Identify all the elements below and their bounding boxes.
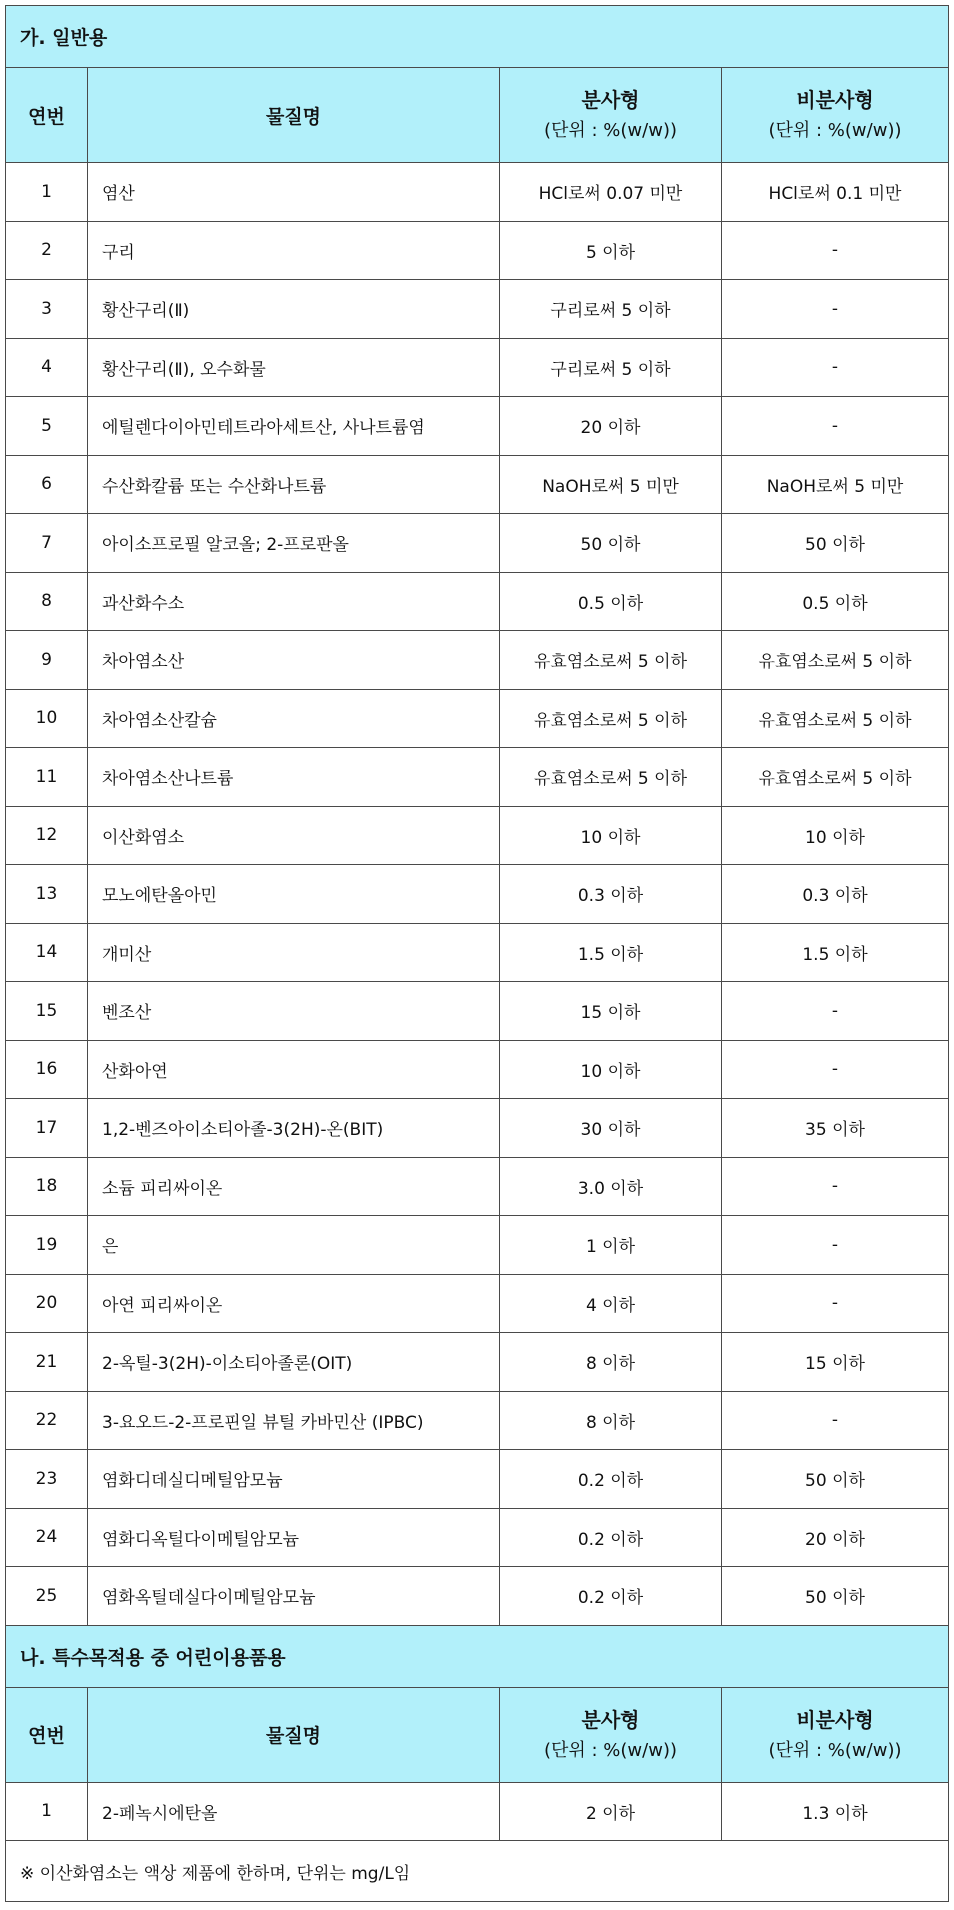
table-row bbox=[6, 1333, 949, 1392]
section-b-title-row bbox=[6, 1625, 949, 1687]
cell-nonspray-limit: 10 이하 bbox=[722, 806, 949, 865]
table-row bbox=[6, 1274, 949, 1333]
cell-spray-limit: 20 이하 bbox=[500, 397, 722, 456]
table-row bbox=[6, 221, 949, 280]
table-row bbox=[6, 689, 949, 748]
col-header-name: 물질명 bbox=[88, 1687, 500, 1782]
col-header-nonspray-label: 비분사형 bbox=[796, 88, 874, 112]
col-header-spray-label: 분사형 bbox=[581, 1707, 640, 1732]
cell-spray-limit: 10 이하 bbox=[500, 1040, 722, 1099]
cell-no: 23 bbox=[6, 1450, 88, 1509]
table-row bbox=[6, 982, 949, 1041]
cell-substance-name: 구리 bbox=[88, 221, 500, 280]
col-header-nonspray bbox=[722, 68, 949, 163]
cell-nonspray-limit: - bbox=[722, 1216, 949, 1275]
table-row bbox=[6, 572, 949, 631]
cell-substance-name: 2-페녹시에탄올 bbox=[88, 1782, 500, 1841]
table-row bbox=[6, 1450, 949, 1509]
cell-spray-limit: 15 이하 bbox=[500, 982, 722, 1041]
cell-substance-name: 아연 피리싸이온 bbox=[88, 1274, 500, 1333]
table-row bbox=[6, 514, 949, 573]
cell-no: 16 bbox=[6, 1040, 88, 1099]
cell-substance-name: 에틸렌다이아민테트라아세트산, 사나트륨염 bbox=[88, 397, 500, 456]
cell-spray-limit: 50 이하 bbox=[500, 514, 722, 573]
limits-table bbox=[5, 5, 949, 1902]
cell-spray-limit: 구리로써 5 이하 bbox=[500, 280, 722, 339]
col-header-no: 연번 bbox=[6, 1687, 88, 1782]
table-row bbox=[6, 338, 949, 397]
cell-substance-name: 모노에탄올아민 bbox=[88, 865, 500, 924]
cell-no: 14 bbox=[6, 923, 88, 982]
cell-substance-name: 2-옥틸-3(2H)-이소티아졸론(OIT) bbox=[88, 1333, 500, 1392]
cell-no: 5 bbox=[6, 397, 88, 456]
cell-no: 1 bbox=[6, 163, 88, 222]
cell-nonspray-limit: 유효염소로써 5 이하 bbox=[722, 689, 949, 748]
cell-spray-limit: 10 이하 bbox=[500, 806, 722, 865]
cell-no: 18 bbox=[6, 1157, 88, 1216]
cell-substance-name: 염화디옥틸다이메틸암모늄 bbox=[88, 1508, 500, 1567]
cell-spray-limit: 2 이하 bbox=[500, 1782, 722, 1841]
cell-nonspray-limit: - bbox=[722, 1391, 949, 1450]
cell-substance-name: 개미산 bbox=[88, 923, 500, 982]
col-header-nonspray bbox=[722, 1687, 949, 1782]
cell-nonspray-limit: 0.5 이하 bbox=[722, 572, 949, 631]
cell-nonspray-limit: 50 이하 bbox=[722, 1567, 949, 1626]
note-row bbox=[6, 1841, 949, 1902]
cell-no: 19 bbox=[6, 1216, 88, 1275]
cell-substance-name: 황산구리(Ⅱ) bbox=[88, 280, 500, 339]
cell-substance-name: 과산화수소 bbox=[88, 572, 500, 631]
cell-substance-name: 황산구리(Ⅱ), 오수화물 bbox=[88, 338, 500, 397]
col-header-spray-label: 분사형 bbox=[581, 88, 640, 112]
cell-nonspray-limit: - bbox=[722, 280, 949, 339]
cell-no: 7 bbox=[6, 514, 88, 573]
cell-substance-name: 소듐 피리싸이온 bbox=[88, 1157, 500, 1216]
section-b-title: 나. 특수목적용 중 어린이용품용 bbox=[6, 1625, 949, 1687]
cell-nonspray-limit: - bbox=[722, 338, 949, 397]
col-header-name: 물질명 bbox=[88, 68, 500, 163]
table-row bbox=[6, 1567, 949, 1626]
cell-spray-limit: 8 이하 bbox=[500, 1333, 722, 1392]
cell-substance-name: 벤조산 bbox=[88, 982, 500, 1041]
col-header-no: 연번 bbox=[6, 68, 88, 163]
table-row bbox=[6, 280, 949, 339]
cell-no: 2 bbox=[6, 221, 88, 280]
cell-spray-limit: 30 이하 bbox=[500, 1099, 722, 1158]
col-header-spray bbox=[500, 68, 722, 163]
limits-table-body bbox=[6, 6, 949, 1902]
cell-no: 12 bbox=[6, 806, 88, 865]
cell-spray-limit: 5 이하 bbox=[500, 221, 722, 280]
cell-no: 11 bbox=[6, 748, 88, 807]
cell-nonspray-limit: - bbox=[722, 1157, 949, 1216]
cell-substance-name: 차아염소산 bbox=[88, 631, 500, 690]
cell-substance-name: 아이소프로필 알코올; 2-프로판올 bbox=[88, 514, 500, 573]
cell-substance-name: 은 bbox=[88, 1216, 500, 1275]
cell-substance-name: 산화아연 bbox=[88, 1040, 500, 1099]
cell-spray-limit: 1.5 이하 bbox=[500, 923, 722, 982]
section-a-title-row bbox=[6, 6, 949, 68]
cell-spray-limit: 4 이하 bbox=[500, 1274, 722, 1333]
cell-no: 24 bbox=[6, 1508, 88, 1567]
col-header-spray bbox=[500, 1687, 722, 1782]
cell-spray-limit: 구리로써 5 이하 bbox=[500, 338, 722, 397]
cell-no: 6 bbox=[6, 455, 88, 514]
cell-nonspray-limit: 1.5 이하 bbox=[722, 923, 949, 982]
cell-nonspray-limit: 유효염소로써 5 이하 bbox=[722, 631, 949, 690]
cell-spray-limit: 0.2 이하 bbox=[500, 1508, 722, 1567]
cell-substance-name: 이산화염소 bbox=[88, 806, 500, 865]
table-row bbox=[6, 1040, 949, 1099]
col-header-spray-unit: (단위 : %(w/w)) bbox=[544, 1739, 677, 1761]
cell-spray-limit: 0.2 이하 bbox=[500, 1567, 722, 1626]
cell-substance-name: 염화옥틸데실다이메틸암모늄 bbox=[88, 1567, 500, 1626]
cell-substance-name: 차아염소산나트륨 bbox=[88, 748, 500, 807]
col-header-nonspray-unit: (단위 : %(w/w)) bbox=[768, 120, 902, 141]
cell-spray-limit: 유효염소로써 5 이하 bbox=[500, 689, 722, 748]
cell-no: 1 bbox=[6, 1782, 88, 1841]
cell-no: 25 bbox=[6, 1567, 88, 1626]
section-b-header-row bbox=[6, 1687, 949, 1782]
cell-no: 10 bbox=[6, 689, 88, 748]
col-header-spray-unit: (단위 : %(w/w)) bbox=[544, 120, 677, 141]
section-a-title: 가. 일반용 bbox=[6, 6, 949, 68]
cell-no: 13 bbox=[6, 865, 88, 924]
table-row bbox=[6, 397, 949, 456]
cell-spray-limit: 0.2 이하 bbox=[500, 1450, 722, 1509]
table-row bbox=[6, 1508, 949, 1567]
cell-nonspray-limit: 50 이하 bbox=[722, 514, 949, 573]
cell-no: 9 bbox=[6, 631, 88, 690]
cell-nonspray-limit: - bbox=[722, 982, 949, 1041]
cell-substance-name: 염화디데실디메틸암모늄 bbox=[88, 1450, 500, 1509]
section-a-header-row bbox=[6, 68, 949, 163]
table-row bbox=[6, 1216, 949, 1275]
cell-spray-limit: NaOH로써 5 미만 bbox=[500, 455, 722, 514]
cell-spray-limit: 0.3 이하 bbox=[500, 865, 722, 924]
cell-spray-limit: 3.0 이하 bbox=[500, 1157, 722, 1216]
cell-nonspray-limit: 20 이하 bbox=[722, 1508, 949, 1567]
cell-substance-name: 염산 bbox=[88, 163, 500, 222]
cell-substance-name: 차아염소산칼슘 bbox=[88, 689, 500, 748]
cell-substance-name: 1,2-벤즈아이소티아졸-3(2H)-온(BIT) bbox=[88, 1099, 500, 1158]
table-row bbox=[6, 865, 949, 924]
cell-no: 22 bbox=[6, 1391, 88, 1450]
cell-nonspray-limit: 15 이하 bbox=[722, 1333, 949, 1392]
cell-nonspray-limit: - bbox=[722, 221, 949, 280]
table-row bbox=[6, 455, 949, 514]
cell-substance-name: 수산화칼륨 또는 수산화나트륨 bbox=[88, 455, 500, 514]
cell-nonspray-limit: 1.3 이하 bbox=[722, 1782, 949, 1841]
cell-nonspray-limit: - bbox=[722, 397, 949, 456]
cell-no: 4 bbox=[6, 338, 88, 397]
table-row bbox=[6, 748, 949, 807]
cell-nonspray-limit: 50 이하 bbox=[722, 1450, 949, 1509]
cell-nonspray-limit: 유효염소로써 5 이하 bbox=[722, 748, 949, 807]
cell-no: 21 bbox=[6, 1333, 88, 1392]
table-row bbox=[6, 1157, 949, 1216]
cell-nonspray-limit: 35 이하 bbox=[722, 1099, 949, 1158]
cell-no: 8 bbox=[6, 572, 88, 631]
table-row bbox=[6, 631, 949, 690]
table-row bbox=[6, 806, 949, 865]
cell-no: 15 bbox=[6, 982, 88, 1041]
cell-spray-limit: 1 이하 bbox=[500, 1216, 722, 1275]
table-row bbox=[6, 1391, 949, 1450]
cell-spray-limit: 유효염소로써 5 이하 bbox=[500, 748, 722, 807]
cell-no: 20 bbox=[6, 1274, 88, 1333]
footnote: ※ 이산화염소는 액상 제품에 한하며, 단위는 mg/L임 bbox=[6, 1841, 949, 1902]
cell-substance-name: 3-요오드-2-프로핀일 뷰틸 카바민산 (IPBC) bbox=[88, 1391, 500, 1450]
col-header-nonspray-label: 비분사형 bbox=[796, 1707, 874, 1732]
cell-no: 17 bbox=[6, 1099, 88, 1158]
cell-no: 3 bbox=[6, 280, 88, 339]
cell-nonspray-limit: 0.3 이하 bbox=[722, 865, 949, 924]
table-row bbox=[6, 163, 949, 222]
col-header-nonspray-unit: (단위 : %(w/w)) bbox=[768, 1739, 902, 1761]
cell-spray-limit: 유효염소로써 5 이하 bbox=[500, 631, 722, 690]
table-row bbox=[6, 1782, 949, 1841]
cell-spray-limit: 8 이하 bbox=[500, 1391, 722, 1450]
cell-spray-limit: HCl로써 0.07 미만 bbox=[500, 163, 722, 222]
cell-spray-limit: 0.5 이하 bbox=[500, 572, 722, 631]
table-row bbox=[6, 1099, 949, 1158]
cell-nonspray-limit: - bbox=[722, 1274, 949, 1333]
cell-nonspray-limit: HCl로써 0.1 미만 bbox=[722, 163, 949, 222]
table-row bbox=[6, 923, 949, 982]
cell-nonspray-limit: - bbox=[722, 1040, 949, 1099]
cell-nonspray-limit: NaOH로써 5 미만 bbox=[722, 455, 949, 514]
